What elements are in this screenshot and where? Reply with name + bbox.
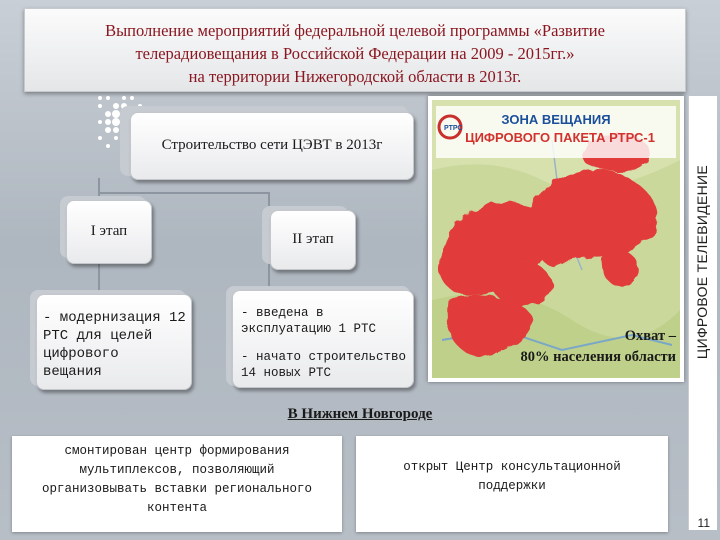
stage-2-item-1 — [241, 305, 376, 337]
coverage-line-1: Охват – — [624, 328, 676, 344]
nizhny-left-line: смонтирован центр формирования — [64, 444, 290, 458]
stage-2-box — [270, 210, 356, 270]
map-heading-1: ЗОНА ВЕЩАНИЯ — [501, 112, 611, 127]
nizhny-left-box — [12, 436, 342, 532]
nizhny-title: В Нижнем Новгороде — [287, 406, 433, 422]
nizhny-left-line: мультиплексов, позволяющий — [79, 463, 275, 477]
map-heading-2: ЦИФРОВОГО ПАКЕТА РТРС-1 — [465, 130, 655, 145]
nizhny-right-box — [356, 436, 668, 532]
title-line-3: на территории Нижегородской области в 2013г. — [188, 67, 522, 86]
side-label: ЦИФРОВОЕ ТЕЛЕВИДЕНИЕ — [694, 164, 710, 360]
title-line-2: телерадиовещания в Российской Федерации на 2009 - 2015гг.» — [135, 44, 575, 63]
coverage-map — [428, 96, 684, 382]
stage-1-title: I этап — [90, 223, 128, 239]
coverage-text — [521, 326, 676, 368]
nizhny-right-line: открыт Центр консультационной — [403, 460, 621, 474]
stage-2-line: - введена в — [241, 306, 324, 320]
connector-line — [268, 262, 270, 288]
stage-1-box — [66, 200, 152, 264]
map-logo-text: РТРС — [444, 125, 463, 132]
connector-line — [98, 192, 268, 194]
nizhny-left-line: организовывать вставки регионального — [41, 482, 313, 496]
stage-1-line: - модернизация 12 — [43, 310, 186, 326]
page-number: 11 — [697, 516, 710, 530]
stage-2-item-2 — [241, 349, 406, 381]
stage-1-line: цифрового — [43, 346, 119, 362]
stage-2-line: - начато строительство — [241, 350, 407, 364]
title-line-1: Выполнение мероприятий федеральной целевой программы «Развитие — [105, 21, 605, 40]
root-box — [130, 112, 414, 180]
stage-1-line: вещания — [43, 364, 102, 380]
title-banner — [24, 8, 686, 92]
coverage-line-2: 80% населения области — [520, 349, 676, 365]
connector-line — [98, 262, 100, 290]
stage-1-detail-box — [36, 294, 192, 390]
root-label: Строительство сети ЦЭВТ в 2013г — [161, 137, 383, 153]
stage-2-line: 14 новых РТС — [241, 366, 332, 380]
nizhny-right-line: поддержки — [478, 479, 546, 493]
stage-2-line: эксплуатацию 1 РТС — [241, 322, 377, 336]
stage-2-title: II этап — [292, 231, 334, 247]
stage-1-line: РТС для целей — [43, 328, 153, 344]
stage-2-detail-box — [232, 290, 414, 388]
connector-line — [268, 192, 270, 206]
nizhny-left-line: контента — [146, 501, 207, 515]
stage-1-detail-text — [43, 309, 186, 381]
